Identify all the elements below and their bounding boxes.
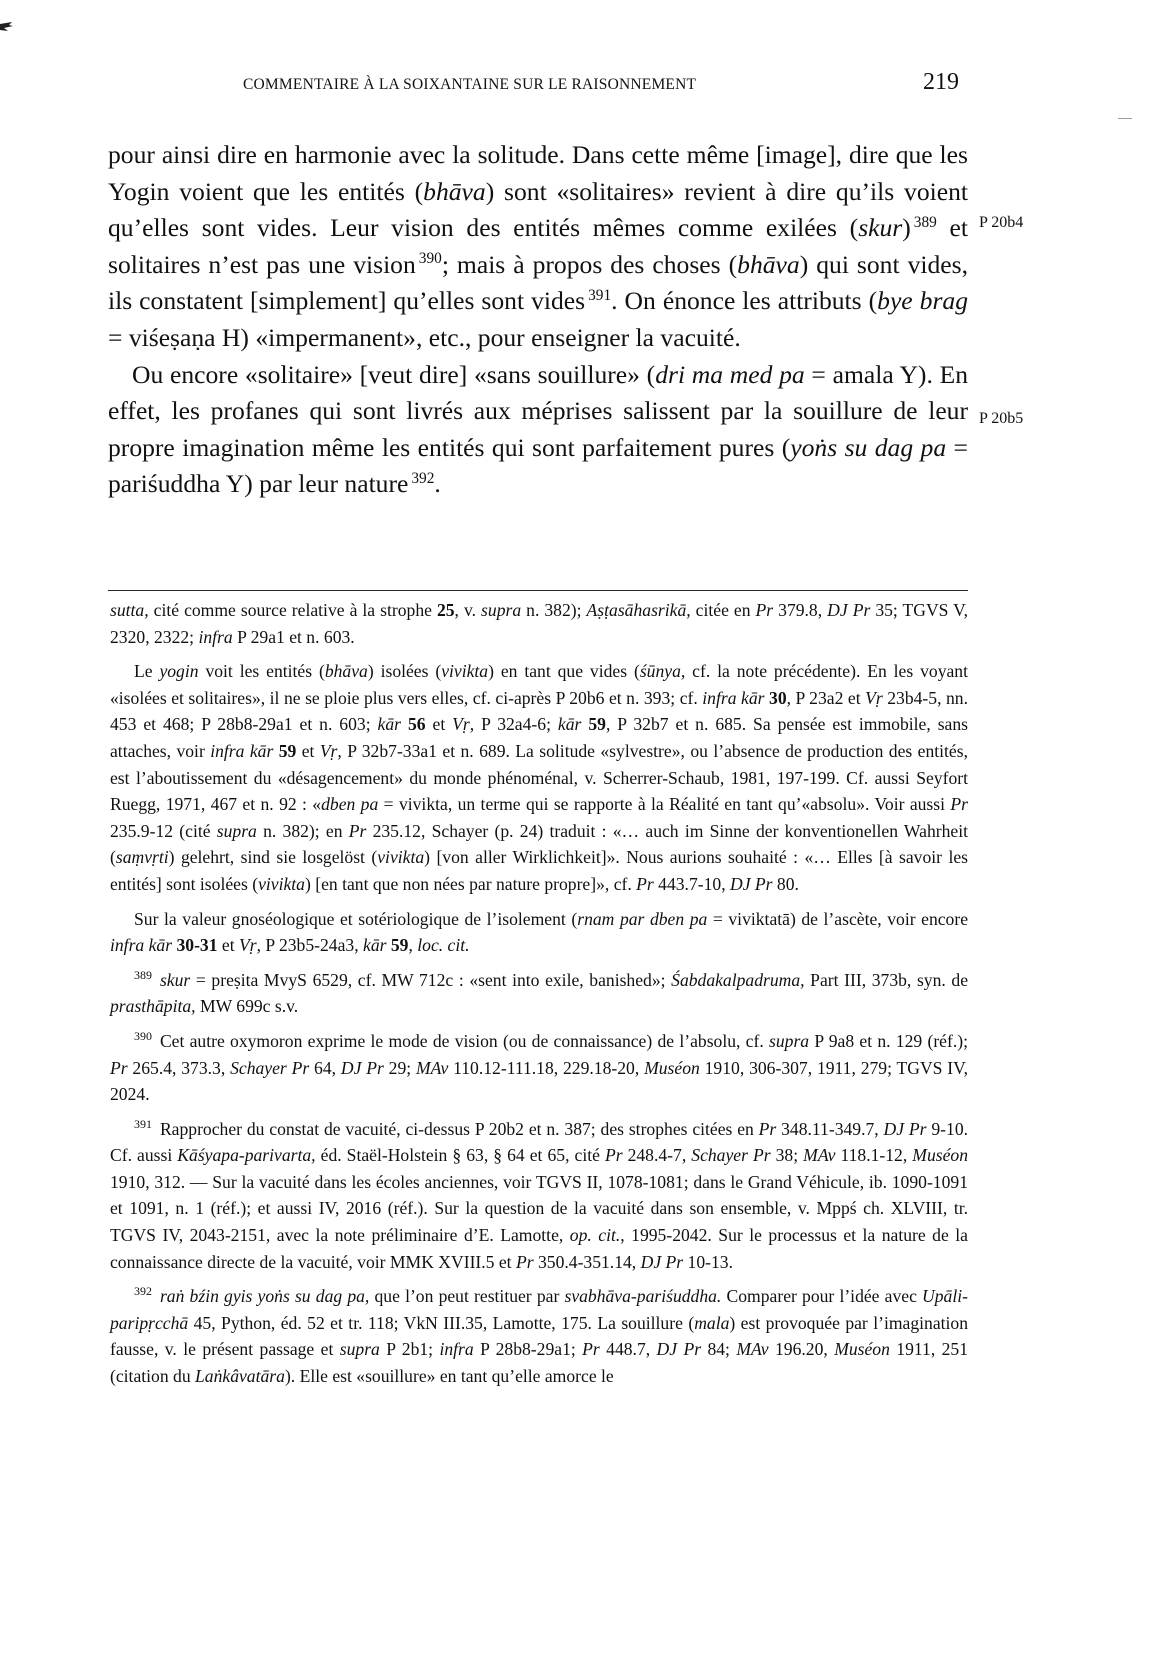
italic-run: supra — [769, 1030, 810, 1051]
bold-run: 59 — [278, 740, 297, 761]
italic-run: Schayer Pr — [691, 1145, 771, 1166]
italic-run: MAv — [416, 1057, 449, 1078]
italic-run: Pr — [758, 1118, 777, 1139]
footnote-389 — [110, 967, 968, 1020]
italic-run: MAv — [803, 1145, 836, 1166]
scan-corner-mark — [0, 22, 14, 32]
italic-run: infra — [439, 1339, 474, 1360]
italic-run: vivikta — [441, 661, 489, 682]
text-run: cité comme source relative à la strophe — [148, 600, 437, 620]
italic-run: skur — [159, 969, 191, 990]
text-run: éd. Staël-Holstein § 63, § 64 et 65, cité — [315, 1145, 605, 1166]
text-run: 45, Python, éd. 52 et tr. 118; VkN III.35, Lamotte, 175. La souillure ( — [188, 1312, 695, 1333]
italic-run: loc. cit. — [417, 935, 470, 956]
italic-run: śūnya, — [639, 661, 686, 682]
italic-run: DJ Pr — [730, 873, 773, 894]
italic-run: DJ Pr — [340, 1057, 384, 1078]
italic-run: mala — [694, 1312, 730, 1333]
text-run: ) isolées ( — [367, 661, 442, 682]
text-run: P 23b5-24a3, — [261, 935, 364, 956]
text-run: = viviktatā) de l’ascète, voir encore — [707, 908, 969, 929]
text-run: Sur la valeur gnoséologique et sotériologique de l’isolement ( — [134, 908, 578, 929]
footnote-ref-390: 390 — [418, 250, 442, 268]
footnote-ref-392: 392 — [411, 469, 435, 487]
text-run — [401, 714, 408, 734]
italic-run: supra — [216, 820, 257, 841]
text-run: 35; TGVS V, 2320, 2322; — [110, 600, 968, 647]
margin-ref-p20b5: P 20b5 — [979, 410, 1024, 427]
italic-run: DJ Pr — [640, 1251, 684, 1272]
text-run: 348.11-349.7, — [776, 1118, 884, 1139]
text-run: 23b4-5, nn. 453 et 468; P 28b8-29a1 et n. 603; — [110, 687, 968, 735]
italic-run: Pr — [515, 1251, 534, 1272]
footnote-number-389: 389 — [134, 967, 152, 982]
italic-run: Vṛ, — [452, 714, 475, 735]
italic-run: Muséon — [644, 1057, 700, 1078]
text-run: = vivikta, un terme qui se rapporte à la Réalité en tant qu’«absolu». Voir aussi — [378, 794, 951, 815]
text-run: n. 382); — [521, 600, 587, 620]
text-run: 379.8, — [773, 600, 828, 620]
footnote-gnoseology-paragraph — [110, 906, 968, 959]
text-run: ) est provoquée par l’imagination fausse, v. le présent passage et — [110, 1312, 969, 1360]
italic-run: infra kār — [702, 687, 765, 708]
footnote-391 — [110, 1116, 968, 1276]
italic-run: Pr — [755, 600, 774, 620]
italic-run: DJ Pr — [656, 1339, 702, 1360]
text-run: 448.7, — [599, 1339, 657, 1360]
text-run: 235.9-12 (cité — [110, 820, 217, 841]
italic-run: sutta, — [110, 600, 149, 620]
footnote-ref-389: 389 — [913, 213, 937, 231]
text-run: 29; — [383, 1057, 417, 1078]
text-run: et — [296, 740, 320, 761]
text-run: 1910, 312. — Sur la vacuité dans les écoles anciennes, voir TGVS II, 1078-1081; dans le Grand Véhicule, ib. 1090-1091 et 1091, n. 1 (réf.); et aussi IV, 2016 (réf.). Sur la question de la vacuité dans son ensemble, v. Mppś ch. XLVIII, tr. TGVS IV, 2043-2151, avec la note préliminaire d’E. Lamotte, — [110, 1171, 968, 1246]
text-run: 196.20, — [768, 1339, 835, 1360]
italic-run: yogin — [159, 661, 199, 682]
text-run: Rapprocher du constat de vacuité, ci-dessus P 20b2 et n. 387; des strophes citées en — [159, 1118, 759, 1139]
italic-run: Pr — [582, 1339, 600, 1360]
text-run: 1910, 306-307, 1911, 279; TGVS IV, 2024. — [110, 1057, 968, 1105]
text-run: , P 32b7 et n. 685. Sa pensée est immobile, sans attaches, voir — [110, 714, 969, 761]
text-run: ) en tant que vides ( — [488, 661, 640, 682]
footnote-separator — [108, 590, 968, 591]
italic-run: saṃvṛti — [115, 847, 169, 868]
text-run: , — [408, 935, 418, 956]
italic-run: dben pa — [321, 794, 379, 815]
footnote-number-392: 392 — [134, 1284, 152, 1299]
italic-run: raṅ bźin gyis yoṅs su dag pa, — [159, 1286, 370, 1307]
footnote-continuation — [110, 597, 968, 650]
italic-run: Muséon — [912, 1145, 968, 1166]
page-number: 219 — [923, 69, 959, 95]
text-run: citée en — [690, 600, 756, 620]
text-run: 265.4, 373.3, — [127, 1057, 231, 1078]
footnote-number-391: 391 — [134, 1116, 152, 1131]
footnotes — [110, 597, 968, 1398]
text-run: 80. — [772, 873, 799, 894]
italic-run: Laṅkâvatāra — [195, 1366, 285, 1387]
italic-run: vivikta — [258, 873, 305, 894]
footnote-ref-391: 391 — [588, 286, 612, 304]
italic-run: Aṣṭasāhasrikā, — [586, 600, 691, 620]
text-run: que l’on peut restituer par — [369, 1286, 565, 1307]
italic-run: infra kār — [110, 935, 173, 956]
text-run: P 2b1; — [379, 1339, 440, 1360]
text-run: = preṣita MvyS 6529, cf. MW 712c : «sent into exile, banished»; — [190, 969, 672, 990]
italic-run: op. cit., — [569, 1225, 625, 1246]
italic-run: infra — [198, 626, 233, 647]
margin-tick — [1118, 118, 1132, 119]
text-run: Le — [134, 661, 160, 682]
italic-run: Upāli-paripṛcchā — [110, 1286, 968, 1333]
main-paragraph-2: Ou encore «solitaire» [veut dire] «sans souillure» (dri ma med pa = amala Y). En effet, les profanes qui sont livrés aux méprises salissent par la souillure de leur propre imagination même les entités qui sont parfaitement pures (yoṅs su dag pa = pariśuddha Y) par leur nature $^{392}$. — [108, 359, 968, 499]
bold-run: 59 — [588, 714, 606, 735]
italic-run: MAv — [736, 1339, 769, 1360]
bold-run: 30-31 — [176, 935, 218, 956]
italic-run: Schayer Pr — [230, 1057, 310, 1078]
italic-run: DJ Pr — [883, 1118, 927, 1139]
text-run: P 32a4-6; — [474, 714, 558, 735]
text-run: 235.12, Schayer (p. 24) traduit : «… auch im Sinne der konventionellen Wahrheit ( — [110, 820, 968, 868]
italic-run: infra kār — [210, 740, 274, 761]
margin-ref-p20b4: P 20b4 — [979, 214, 1024, 231]
italic-run: Pr — [636, 873, 654, 894]
bold-run: 30 — [769, 687, 787, 708]
italic-run: Vṛ — [865, 687, 883, 708]
italic-run: Pr — [348, 820, 367, 841]
italic-run: Pr — [604, 1145, 623, 1166]
text-run: 118.1-12, — [835, 1145, 913, 1166]
text-run: 84; — [701, 1339, 737, 1360]
text-run: 443.7-10, — [653, 873, 730, 894]
text-run: n. 382); en — [256, 820, 349, 841]
text-run: Part III, 373b, syn. de — [804, 969, 969, 990]
text-run: 248.4-7, — [622, 1145, 692, 1166]
text-run: voit les entités ( — [198, 661, 325, 682]
footnote-yogin-paragraph — [110, 658, 968, 897]
text-run: P 9a8 et n. 129 (réf.); — [809, 1030, 968, 1051]
italic-run: Muséon — [834, 1339, 890, 1360]
italic-run: DJ Pr — [827, 600, 871, 620]
main-paragraph-1: pour ainsi dire en harmonie avec la solitude. Dans cette même [image], dire que les Yogin voient que les entités (bhāva) sont «solitaires» revient à dire qu’ils voient qu’elles sont vides. Leur vision des entités mêmes comme exilées (skur) $^{389}$ et solitaires n’est pas une vision $^{390}$; mais à propos des choses (bhāva) qui sont vides, ils constatent [simplement] qu’elles sont vides $^{391}$. On énonce les attributs (bye brag = viśeṣaṇa H) «impermanent», etc., pour enseigner la vacuité. — [108, 140, 969, 352]
italic-run: Vṛ, — [319, 740, 342, 761]
text-run: P 32b7-33a1 et n. 689. La solitude «sylvestre», ou l’absence de production des entités, est l’aboutissement du «désagencement» du monde phénoménal, v. Scherrer-Schaub, 1981, 197-199. Cf. aussi Seyfort Ruegg, 1971, 467 et n. 92 : « — [110, 740, 968, 815]
text-run: et — [217, 935, 240, 956]
italic-run: supra — [481, 600, 522, 620]
text-run: Cet autre oxymoron exprime le mode de vision (ou de connaissance) de l’absolu, cf. — [159, 1030, 769, 1051]
text-run: ) [von aller Wirklichkeit]». Nous aurions souhaité : «… Elles [à savoir les entités] sont isolées ( — [110, 847, 968, 894]
italic-run: kār — [377, 714, 401, 735]
text-run: 1911, 251 (citation du — [110, 1339, 969, 1387]
text-run: 9-10. Cf. aussi — [110, 1118, 969, 1166]
italic-run: kār — [557, 714, 582, 735]
italic-run: Kāśyapa-parivarta, — [177, 1145, 316, 1166]
italic-run: Pr — [110, 1057, 128, 1078]
footnote-392 — [110, 1283, 968, 1389]
bold-run: 25 — [436, 600, 455, 620]
text-run: ) [en tant que non nées par nature propre]», cf. — [304, 873, 637, 894]
text-run: 350.4-351.14, — [533, 1251, 641, 1272]
text-run: et — [425, 714, 453, 735]
italic-run: bhāva — [324, 661, 368, 682]
bold-run: 56 — [407, 714, 426, 735]
text-run: ) gelehrt, sind sie losgelöst ( — [168, 847, 378, 868]
text-run: 110.12-111.18, 229.18-20, — [448, 1057, 645, 1078]
italic-run: rnam par dben pa — [577, 908, 708, 929]
text-run: ). Elle est «souillure» en tant qu’elle amorce le — [284, 1366, 614, 1387]
text-run: 10-13. — [683, 1251, 733, 1272]
italic-run: Śabdakalpadruma, — [671, 969, 805, 990]
italic-run: prasthāpita, — [110, 996, 196, 1017]
text-run: P 28b8-29a1; — [473, 1339, 583, 1360]
text-run: , P 23a2 et — [786, 687, 866, 708]
text-run: MW 699c s.v. — [195, 996, 299, 1017]
text-run: Comparer pour l’idée avec — [721, 1286, 923, 1307]
bold-run: 59 — [390, 935, 409, 956]
text-run: , v. — [454, 600, 482, 620]
italic-run: vivikta — [377, 847, 425, 868]
running-header — [243, 69, 959, 95]
footnote-390 — [110, 1028, 968, 1108]
italic-run: Pr — [950, 794, 968, 815]
italic-run: kār — [363, 935, 387, 956]
text-run: cf. la note précédente). En les voyant «isolées et solitaires», il ne se ploie plus vers elles, cf. ci-après P 20b6 et n. 393; cf. — [110, 661, 968, 708]
text-run: 64, — [309, 1057, 341, 1078]
italic-run: supra — [339, 1339, 380, 1360]
italic-run: svabhāva-pariśuddha. — [564, 1286, 722, 1307]
italic-run: Vṛ, — [239, 935, 262, 956]
footnote-number-390: 390 — [134, 1029, 152, 1044]
text-run: 1995-2042. Sur le processus et la nature de la connaissance directe de la vacuité, voir MMK XVIII.5 et — [110, 1225, 968, 1272]
text-run: P 29a1 et n. 603. — [232, 626, 355, 647]
text-run: 38; — [770, 1145, 804, 1166]
main-text — [108, 137, 968, 503]
running-title: COMMENTAIRE À LA SOIXANTAINE SUR LE RAISONNEMENT — [243, 76, 697, 93]
